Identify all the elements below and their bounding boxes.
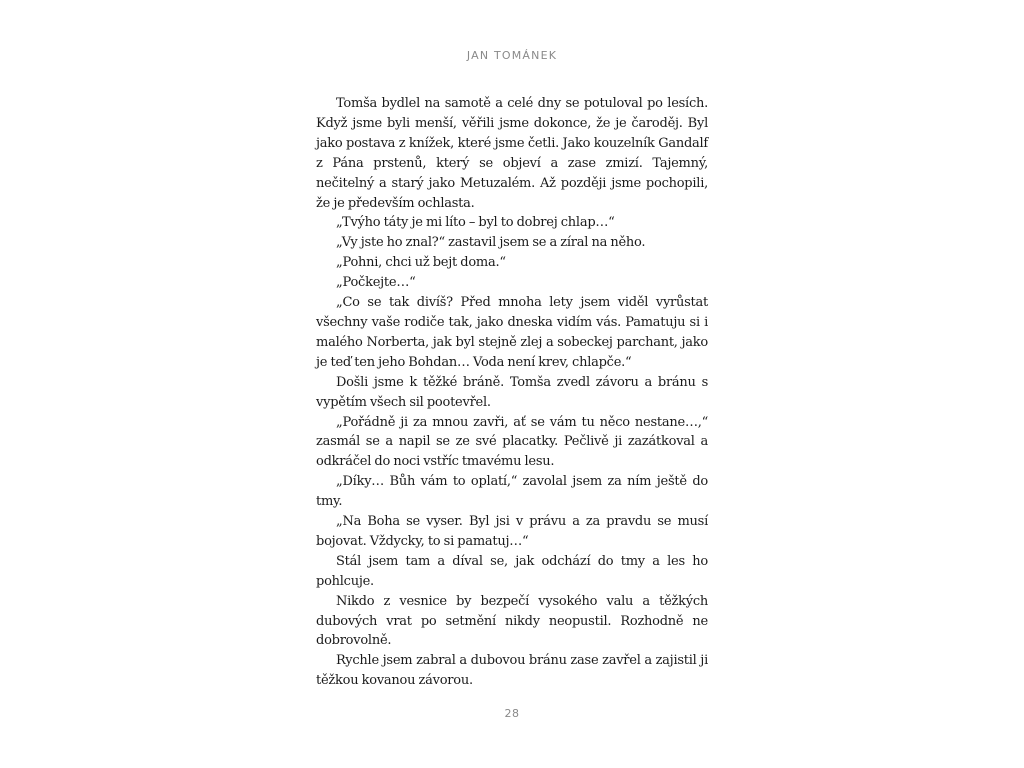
paragraph: „Počkejte…“	[336, 275, 416, 291]
paragraph: „Díky… Bůh vám to oplatí,“ zavolal jsem za ním ještě do tmy.	[316, 474, 708, 510]
paragraph: Stál jsem tam a díval se, jak odchází do tmy a les ho pohlcuje.	[316, 553, 708, 589]
page-number: 28	[504, 707, 520, 720]
paragraph: „Pohni, chci už bejt doma.“	[336, 255, 506, 271]
paragraph: „Tvýho táty je mi líto – byl to dobrej chlap…“	[336, 215, 615, 231]
paragraph: „Vy jste ho znal?“ zastavil jsem se a zíral na něho.	[336, 235, 646, 251]
body-text	[316, 94, 708, 691]
paragraph: „Co se tak divíš? Před mnoha lety jsem viděl vyrůstat všechny vaše rodiče tak, jako dneska vidím vás. Pamatuju si i malého Norberta, jak byl stejně zlej a sobeckej parchant, jako je teď ten jeho Bohdan… Voda není krev, chlapče.“	[316, 295, 708, 370]
paragraph: „Na Boha se vyser. Byl jsi v právu a za pravdu se musí bojovat. Vždycky, to si pamatuj…“	[316, 514, 708, 549]
running-head-author: JAN TOMÁNEK	[466, 49, 558, 62]
paragraph: „Pořádně ji za mnou zavři, ať se vám tu něco nestane…,“ zasmál se a napil se ze své placatky. Pečlivě ji zazátkoval a odkráčel do noci vstříc tmavému lesu.	[316, 414, 708, 470]
paragraph: Rychle jsem zabral a dubovou bránu zase zavřel a zajistil ji těžkou kovanou závorou.	[316, 653, 708, 689]
paragraph: Nikdo z vesnice by bezpečí vysokého valu a těžkých dubových vrat po setmění nikdy neopustil. Rozhodně ne dobrovolně.	[316, 593, 708, 649]
paragraph: Tomša bydlel na samotě a celé dny se potuloval po lesích. Když jsme byli menší, věřili jsme dokonce, že je čaroděj. Byl jako postava z knížek, které jsme četli. Jako kouzelník Gandalf z Pána prstenů, který se objeví a zase zmizí. Tajemný, nečitelný a starý jako Metuzalém. Až později jsme pochopili, že je především ochlasta.	[316, 96, 708, 211]
paragraph: Došli jsme k těžké bráně. Tomša zvedl závoru a bránu s vypětím všech sil pootevřel.	[316, 374, 708, 410]
